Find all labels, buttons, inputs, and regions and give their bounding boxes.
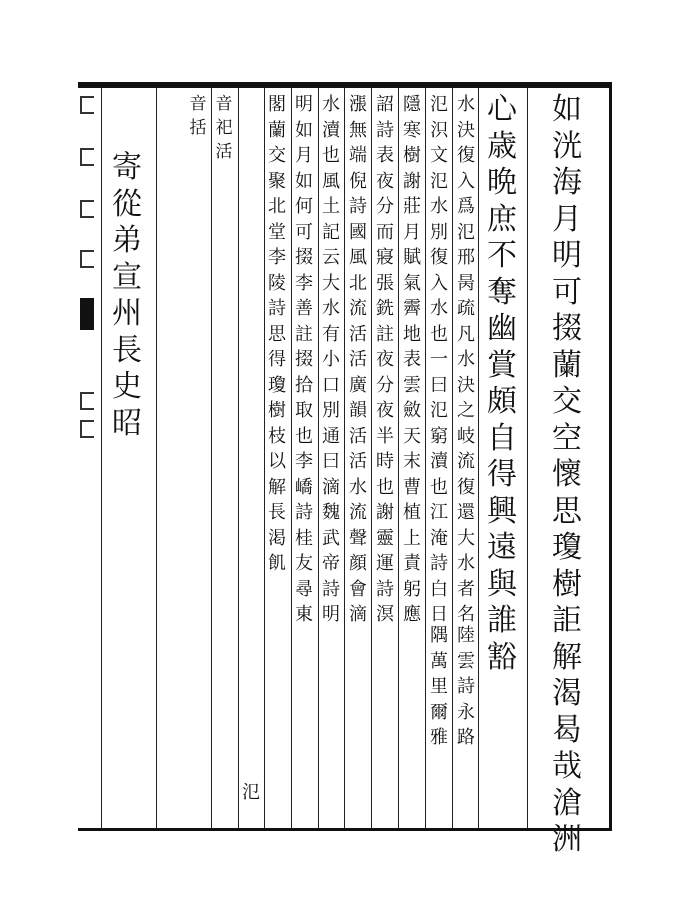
character: 霽: [403, 298, 421, 319]
column-rule: [264, 88, 265, 828]
character: 曹: [403, 476, 421, 498]
character: 土: [322, 196, 340, 217]
column-rule: [478, 88, 479, 828]
character: 韻: [349, 400, 367, 421]
character: 大: [322, 272, 340, 294]
character: 有: [322, 323, 340, 345]
character: 活: [349, 451, 367, 472]
character: 口: [322, 374, 340, 396]
character: 洲: [552, 822, 582, 857]
character: 括: [189, 118, 207, 138]
spine-glyph-fragment: [80, 148, 94, 166]
character: 躬: [403, 578, 421, 600]
character: 謝: [403, 170, 421, 192]
character: 蘭: [268, 119, 286, 141]
character: 掇: [295, 349, 313, 370]
character: 漲: [349, 94, 367, 115]
pronunciation-note-1: [214, 92, 234, 164]
character: 張: [376, 272, 394, 294]
character: 不: [487, 238, 517, 273]
commentary-column-5: [401, 92, 423, 628]
frame-top-border: [78, 82, 612, 88]
character: 詔: [376, 94, 394, 115]
column-rule: [318, 88, 319, 828]
frame-right-border: [609, 82, 612, 831]
character: 邢: [457, 247, 475, 268]
character: 淹: [430, 527, 448, 549]
character: 復: [430, 247, 448, 268]
character: 表: [376, 145, 394, 166]
character: 可: [295, 221, 313, 243]
commentary-column-10-tail: [240, 780, 262, 806]
character: 帝: [322, 553, 340, 574]
character: 通: [322, 425, 340, 447]
character: 水: [457, 94, 475, 115]
character: 夜: [376, 349, 394, 370]
column-rule: [211, 88, 212, 828]
character: 顔: [349, 553, 367, 574]
character: 得: [268, 349, 286, 370]
character: 決: [457, 119, 475, 141]
character: 流: [457, 451, 475, 472]
character: 州: [112, 296, 142, 331]
character: 之: [457, 400, 475, 421]
character: 如: [295, 170, 313, 192]
character: 曰: [322, 451, 340, 472]
character: 決: [457, 374, 475, 396]
character: 運: [376, 553, 394, 574]
character: 活: [349, 425, 367, 447]
column-rule: [344, 88, 345, 828]
spine-glyph-fragment: [80, 250, 94, 268]
character: 頗: [487, 384, 517, 419]
commentary-column-8: [320, 92, 342, 628]
character: 武: [322, 527, 340, 549]
character: 半: [376, 425, 394, 447]
character: 小: [322, 349, 340, 370]
character: 詎: [552, 603, 582, 638]
character: 賞: [487, 347, 517, 383]
character: 也: [376, 476, 394, 498]
character: 庶: [487, 201, 517, 237]
character: 永: [457, 701, 475, 723]
character: 月: [403, 221, 421, 243]
character: 與: [487, 566, 517, 602]
character: 凡: [457, 323, 475, 345]
character: 心: [487, 92, 517, 127]
character: 也: [322, 145, 340, 166]
character: 晩: [487, 165, 517, 200]
character: 流: [349, 502, 367, 523]
character: 詩: [295, 502, 313, 523]
character: 賦: [403, 247, 421, 268]
column-rule: [398, 88, 399, 828]
character: 別: [430, 221, 448, 243]
character: 寢: [376, 247, 394, 268]
character: 夜: [376, 170, 394, 192]
character: 昭: [112, 405, 142, 441]
character: 北: [349, 272, 367, 294]
character: 謝: [376, 502, 394, 523]
character: 長: [112, 332, 142, 368]
character: 時: [376, 451, 394, 472]
character: 洸: [552, 128, 582, 164]
character: 樹: [552, 566, 582, 602]
character: 昺: [457, 272, 475, 294]
character: 𣲵: [430, 119, 448, 141]
spine-glyph-fragment: [80, 200, 94, 218]
character: 可: [552, 274, 582, 310]
commentary-column-10: [266, 92, 288, 577]
character: 得: [487, 457, 517, 492]
poem-title: [110, 150, 144, 442]
character: 活: [349, 349, 367, 370]
character: 解: [268, 476, 286, 498]
column-rule: [156, 88, 157, 828]
character: 如: [295, 119, 313, 141]
character: 善: [295, 298, 313, 319]
character: 氾: [430, 170, 448, 192]
character: 飢: [268, 553, 286, 574]
character: 瓊: [268, 374, 286, 396]
character: 氾: [430, 94, 448, 115]
character: 一: [430, 349, 448, 370]
character: 李: [295, 272, 313, 294]
character: 文: [430, 145, 448, 166]
character: 北: [268, 196, 286, 217]
character: 上: [403, 527, 421, 549]
character: 名: [457, 604, 475, 625]
column-rule: [452, 88, 453, 828]
character: 江: [430, 502, 448, 523]
poem-column-2: [485, 92, 519, 676]
character: 爾: [430, 701, 448, 723]
character: 也: [295, 425, 313, 447]
character: 東: [295, 604, 313, 625]
character: 明: [322, 604, 340, 625]
character: 聲: [349, 527, 367, 549]
character: 活: [349, 323, 367, 345]
character: 取: [295, 400, 313, 421]
character: 者: [457, 578, 475, 600]
character: 明: [295, 94, 313, 115]
character: 樹: [268, 400, 286, 421]
character: 岐: [457, 425, 475, 447]
character: 豁: [487, 639, 517, 675]
character: 路: [457, 727, 475, 748]
character: 懷: [552, 457, 582, 492]
commentary-column-7: [347, 92, 369, 628]
character: 史: [112, 369, 142, 404]
character: 詩: [349, 196, 367, 217]
character: 空: [552, 420, 582, 456]
character: 交: [268, 145, 286, 166]
character: 詩: [376, 578, 394, 600]
character: 疏: [457, 298, 475, 319]
character: 歳: [487, 128, 517, 164]
character: 尋: [295, 578, 313, 600]
character: 還: [457, 502, 475, 523]
character: 水: [430, 298, 448, 319]
character: 幽: [487, 311, 517, 346]
character: 枝: [268, 425, 286, 447]
character: 萬: [430, 650, 448, 672]
character: 詩: [376, 119, 394, 141]
frame-bottom-border: [78, 828, 612, 831]
character: 註: [376, 323, 394, 345]
character: 氾: [242, 782, 260, 803]
character: 地: [403, 323, 421, 345]
character: 渴: [552, 676, 582, 711]
commentary-text: [455, 92, 477, 628]
character: 如: [552, 92, 582, 127]
character: 雲: [403, 374, 421, 396]
column-rule: [238, 88, 239, 828]
character: 而: [376, 221, 394, 243]
character: 廣: [349, 374, 367, 396]
character: 日: [430, 604, 448, 625]
column-rule: [291, 88, 292, 828]
character: 曰: [430, 374, 448, 396]
character: 窮: [430, 425, 448, 447]
character: 復: [457, 476, 475, 498]
character: 雲: [457, 650, 475, 672]
character: 氾: [457, 221, 475, 243]
character: 雅: [430, 727, 448, 748]
commentary-column-9: [293, 92, 315, 628]
column-rule: [527, 88, 528, 828]
character: 植: [403, 502, 421, 523]
commentary-column-4: [428, 92, 450, 628]
character: 陵: [268, 272, 286, 294]
character: 倪: [349, 170, 367, 192]
column-rule: [371, 88, 372, 828]
character: 大: [457, 527, 475, 549]
fish-tail-mark: [80, 298, 94, 330]
character: 也: [430, 476, 448, 498]
character: 思: [552, 493, 582, 529]
character: 云: [322, 247, 340, 268]
character: 表: [403, 349, 421, 370]
character: 寄: [112, 150, 142, 185]
character: 莊: [403, 196, 421, 217]
poem-column-1: [550, 92, 584, 859]
character: 活: [215, 142, 233, 162]
character: 端: [349, 145, 367, 166]
character: 奪: [487, 274, 517, 310]
character: 無: [349, 119, 367, 141]
character: 解: [552, 639, 582, 675]
character: 友: [295, 553, 313, 574]
character: 分: [376, 196, 394, 217]
character: 堂: [268, 221, 286, 243]
character: 掇: [552, 311, 582, 346]
commentary-column-3b: [455, 623, 477, 751]
character: 分: [376, 374, 394, 396]
column-rule: [425, 88, 426, 828]
character: 水: [322, 298, 340, 319]
character: 滴: [322, 476, 340, 498]
character: 魏: [322, 502, 340, 523]
character: 詩: [430, 553, 448, 574]
character: 會: [349, 578, 367, 600]
character: 曷: [552, 712, 582, 748]
character: 風: [322, 170, 340, 192]
pronunciation-note-2: [188, 92, 208, 140]
character: 水: [322, 94, 340, 115]
character: 爲: [457, 196, 475, 217]
character: 何: [295, 196, 313, 217]
character: 白: [430, 578, 448, 600]
character: 復: [457, 145, 475, 166]
character: 遠: [487, 530, 517, 565]
character: 隱: [403, 94, 421, 115]
character: 氾: [430, 400, 448, 421]
character: 風: [349, 247, 367, 268]
character: 責: [403, 553, 421, 574]
character: 蘭: [552, 347, 582, 383]
character: 水: [457, 349, 475, 370]
spine-glyph-fragment: [80, 96, 94, 114]
character: 陸: [457, 625, 475, 646]
character: 思: [268, 323, 286, 345]
character: 閣: [268, 94, 286, 115]
character: 交: [552, 384, 582, 419]
character: 拾: [295, 374, 313, 396]
character: 以: [268, 451, 286, 472]
character: 瀆: [322, 119, 340, 141]
character: 水: [457, 553, 475, 574]
character: 滄: [552, 785, 582, 821]
commentary-column-3: [455, 92, 477, 628]
character: 末: [403, 451, 421, 472]
character: 入: [457, 170, 475, 192]
character: 興: [487, 493, 517, 529]
character: 註: [295, 323, 313, 345]
character: 樹: [403, 145, 421, 166]
character: 隅: [430, 625, 448, 646]
character: 渇: [268, 527, 286, 549]
character: 滴: [349, 604, 367, 625]
character: 銑: [376, 298, 394, 319]
character: 桂: [295, 527, 313, 549]
character: 天: [403, 425, 421, 447]
character: 詩: [457, 676, 475, 697]
character: 弟: [112, 223, 142, 258]
character: 詩: [322, 578, 340, 600]
character: 月: [552, 201, 582, 237]
character: 從: [112, 186, 142, 222]
character: 音: [189, 94, 207, 114]
character: 詩: [268, 298, 286, 319]
character: 嶠: [295, 476, 313, 498]
character: 掇: [295, 247, 313, 268]
character: 應: [403, 604, 421, 625]
character: 李: [268, 247, 286, 268]
character: 斂: [403, 400, 421, 421]
character: 別: [322, 400, 340, 421]
fold-spine: [78, 88, 94, 828]
character: 聚: [268, 170, 286, 192]
character: 月: [295, 145, 313, 166]
character: 祀: [215, 118, 233, 138]
commentary-column-4b: [428, 623, 450, 751]
character: 流: [349, 298, 367, 319]
character: 長: [268, 502, 286, 523]
commentary-column-6: [374, 92, 396, 628]
character: 誰: [487, 603, 517, 638]
character: 寒: [403, 119, 421, 141]
character: 國: [349, 221, 367, 243]
character: 音: [215, 94, 233, 114]
character: 宣: [112, 259, 142, 295]
character: 入: [430, 272, 448, 294]
character: 明: [552, 238, 582, 273]
character: 海: [552, 165, 582, 200]
character: 瀆: [430, 451, 448, 472]
character: 溟: [376, 604, 394, 625]
character: 也: [430, 323, 448, 345]
character: 夜: [376, 400, 394, 421]
column-rule: [101, 88, 102, 828]
character: 哉: [552, 749, 582, 784]
character: 氣: [403, 272, 421, 294]
character: 里: [430, 676, 448, 697]
character: 自: [487, 420, 517, 456]
character: 水: [349, 476, 367, 498]
character: 瓊: [552, 530, 582, 565]
spine-glyph-fragment: [80, 420, 94, 438]
character: 水: [430, 196, 448, 217]
character: 記: [322, 221, 340, 243]
character: 靈: [376, 527, 394, 549]
character: 李: [295, 451, 313, 472]
spine-glyph-fragment: [80, 392, 94, 410]
